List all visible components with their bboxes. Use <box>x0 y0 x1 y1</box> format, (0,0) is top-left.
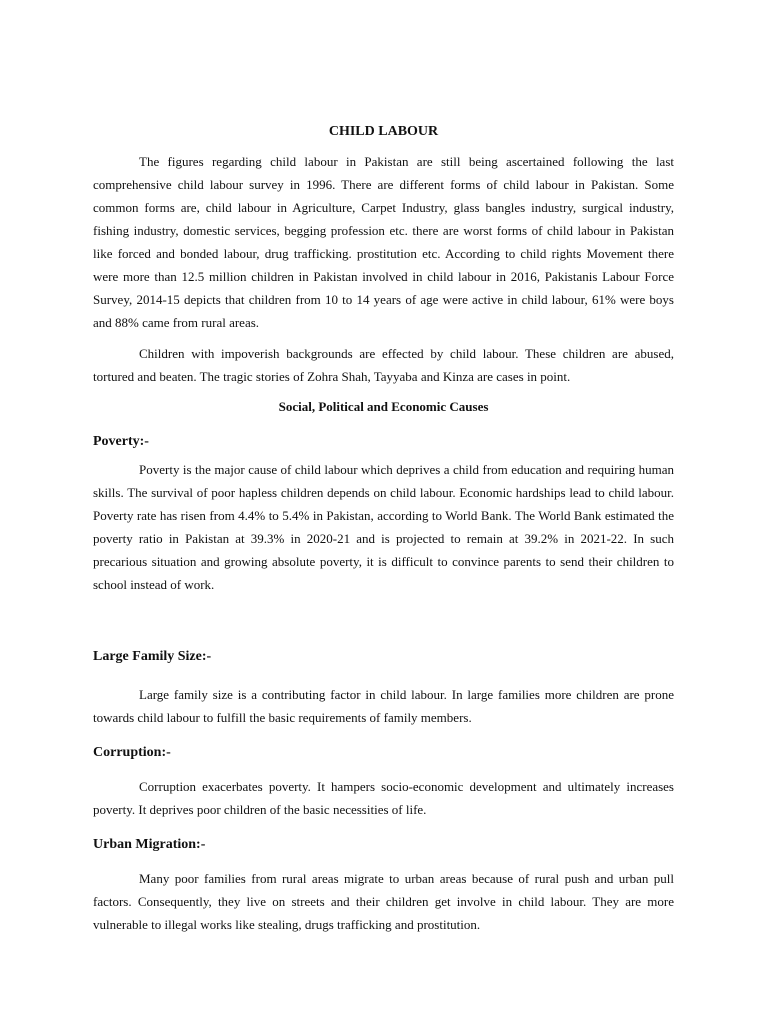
document-body <box>93 122 674 936</box>
heading-poverty: Poverty:- <box>93 434 149 449</box>
heading-corruption: Corruption:- <box>93 745 171 760</box>
heading-large-family-size: Large Family Size:- <box>93 649 212 664</box>
paragraph-corruption: Corruption exacerbates poverty. It hampers socio-economic development and ultimately increases poverty. It deprives poor children of the basic necessities of life. <box>93 779 674 817</box>
document-title: CHILD LABOUR <box>328 124 439 139</box>
paragraph-poverty: Poverty is the major cause of child labour which deprives a child from education and requiring human skills. The survival of poor hapless children depends on child labour. Economic hardships lead to child labour. Poverty rate has risen from 4.4% to 5.4% in Pakistan, according to World Bank. The World Bank estimated the poverty ratio in Pakistan at 39.3% in 2020-21 and is projected to remain at 39.2% in 2021-22. In such precarious situation and growing absolute poverty, it is difficult to convince parents to send their children to school instead of work. <box>93 462 674 592</box>
paragraph-urban-migration: Many poor families from rural areas migrate to urban areas because of rural push and urban pull factors. Consequently, they live on streets and their children get involve in child labour. They are more vulnerable to illegal works like stealing, drugs trafficking and prostitution. <box>93 871 674 932</box>
intro-paragraph-2: Children with impoverish backgrounds are effected by child labour. These children are abused, tortured and beaten. The tragic stories of Zohra Shah, Tayyaba and Kinza are cases in point. <box>93 346 674 384</box>
section-title: Social, Political and Economic Causes <box>278 399 489 414</box>
intro-paragraph-1: The figures regarding child labour in Pakistan are still being ascertained following the last comprehensive child labour survey in 1996. There are different forms of child labour in Pakistan. Some common forms are, child labour in Agriculture, Carpet Industry, glass bangles industry, surgical industry, fishing industry, domestic services, begging profession etc. there are worst forms of child labour in Pakistan like forced and bonded labour, drug trafficking. prostitution etc. According to child rights Movement there were more than 12.5 million children in Pakistan involved in child labour in 2016, Pakistanis Labour Force Survey, 2014-15 depicts that children from 10 to 14 years of age were active in child labour, 61% were boys and 88% came from rural areas. <box>93 154 674 330</box>
paragraph-large-family-size: Large family size is a contributing factor in child labour. In large families more children are prone towards child labour to fulfill the basic requirements of family members. <box>93 687 674 725</box>
heading-urban-migration: Urban Migration:- <box>93 837 206 852</box>
